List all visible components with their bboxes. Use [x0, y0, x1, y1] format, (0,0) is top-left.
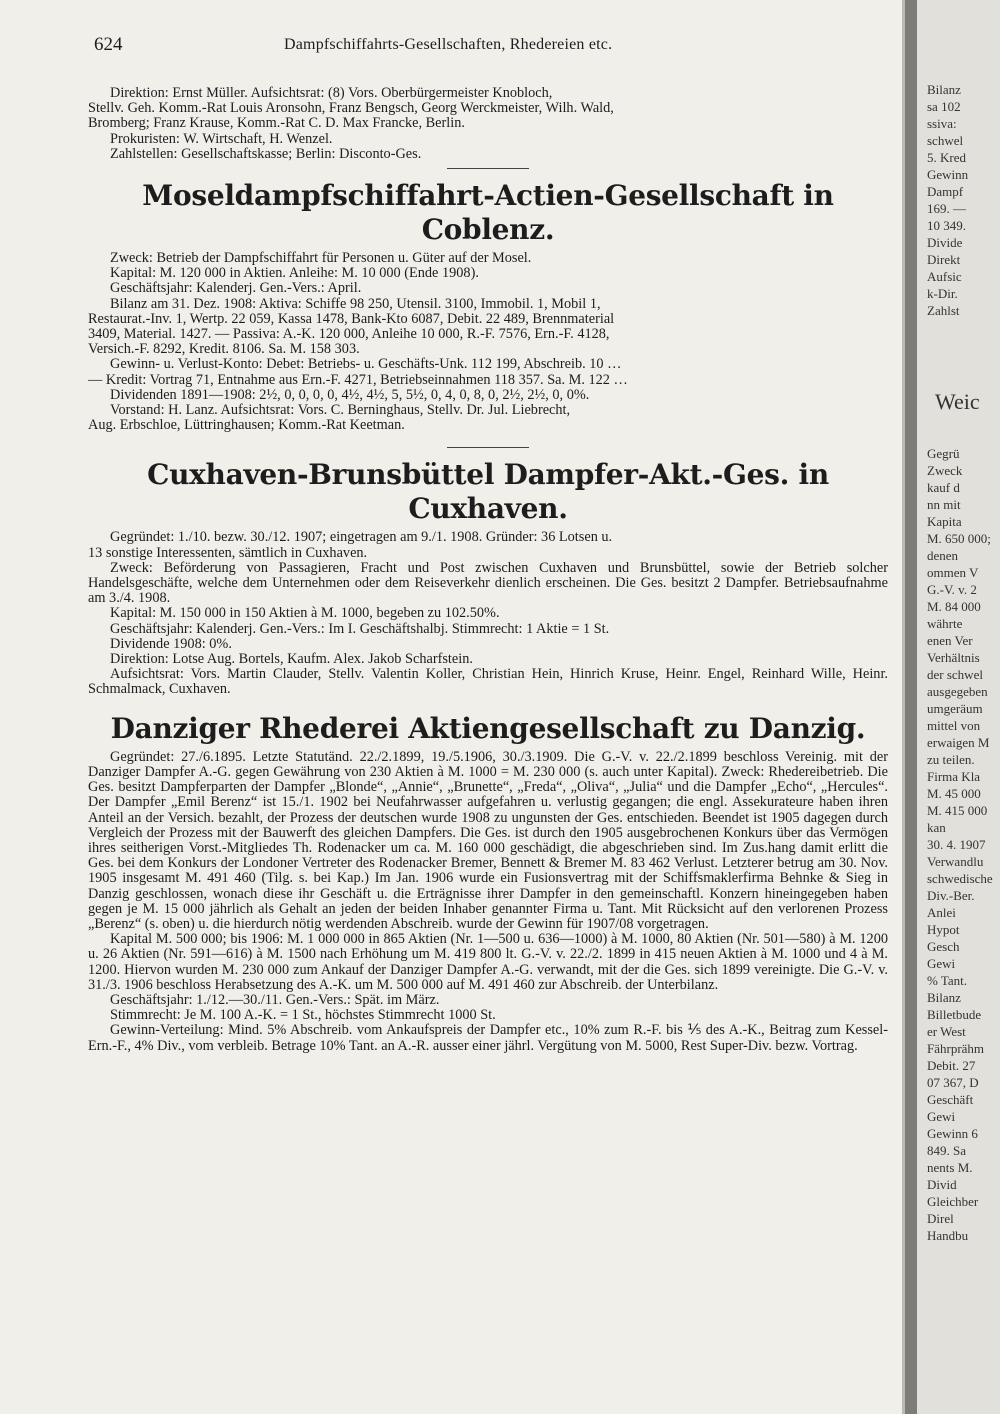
company-title: Moseldampfschiffahrt-Actien-Gesellschaft in Coblenz. [142, 179, 834, 247]
fragment: Verwandlu [927, 854, 984, 869]
fragment: ausgegeben [927, 684, 988, 699]
text-paragraph: Kapital M. 500 000; bis 1906: M. 1 000 000 in 865 Aktien (Nr. 1—500 u. 636—1000) à M. 1000, 80 Aktien (Nr. 501—580) à M. 1200 u. 26 Aktien (Nr. 591—616) à M. 1500 nach Erhöhung um M. 419 800 lt. G.-V. v. 22./2. 1899 in 415 neuen Aktien à M. 1000 und 4 à M. 1200. Hiervon wurden M. 230 000 zum Ankauf der Danziger Dampfer A.-G. verwandt, mit der die Ges. sich 1899 vereinigte. Die G.-V. v. 31./3. 1906 beschloss Herabsetzung des A.-K. um M. 500 000 auf M. 491 460 zur Abschreib. der Unterbilanz. [88, 931, 888, 993]
fragment: k-Dir. [927, 286, 958, 301]
entry-cuxhaven [88, 458, 888, 697]
page-number: 624 [94, 34, 123, 55]
text-line: Aug. Erbschloe, Lüttringhausen; Komm.-Rat Keetman. [88, 417, 405, 434]
fragment: Gewi [927, 956, 956, 971]
fragment: nn mit [927, 497, 961, 512]
fragment: G.-V. v. 2 [927, 582, 977, 597]
fragment: Anlei [927, 905, 956, 920]
fragment: kan [927, 820, 946, 835]
text-line: Versich.-F. 8292, Kredit. 8106. Sa. M. 158 303. [88, 341, 360, 358]
fragment: Gewinn 6 [927, 1126, 978, 1141]
fragment: erwaigen M [927, 735, 990, 750]
fragment: ssiva: [927, 116, 957, 131]
fragment: 5. Kred [927, 150, 966, 165]
fragment: 30. 4. 1907 [927, 837, 986, 852]
fragment: Dampf [927, 184, 964, 199]
text-line: Vorstand: H. Lanz. Aufsichtsrat: Vors. C. Berninghaus, Stellv. Dr. Jul. Liebrecht, [110, 402, 571, 419]
fragment: währte [927, 616, 963, 631]
entry-danzig [88, 712, 888, 1054]
fragment: Gewinn [927, 167, 969, 182]
fragment: Verhältnis [927, 650, 980, 665]
fragment: Kapita [927, 514, 962, 529]
running-header [88, 34, 918, 60]
binding-shadow [905, 0, 917, 1414]
fragment: 849. Sa [927, 1143, 966, 1158]
fragment: Weic [935, 389, 980, 414]
text-line: Kapital: M. 120 000 in Aktien. Anleihe: M. 10 000 (Ende 1908). [110, 265, 479, 282]
fragment: Direkt [927, 252, 961, 267]
text-line: Zweck: Betrieb der Dampfschiffahrt für Personen u. Güter auf der Mosel. [110, 250, 532, 267]
fragment: schwedische [927, 871, 993, 886]
text-line: Zahlstellen: Gesellschaftskasse; Berlin: Disconto-Ges. [110, 145, 422, 162]
fragment: Divide [927, 235, 963, 250]
fragment: 10 349. [927, 218, 966, 233]
previous-entry-tail [88, 86, 888, 162]
text-paragraph: Gewinn-Verteilung: Mind. 5% Abschreib. vom Ankaufspreis der Dampfer etc., 10% zum R.-F. bis ⅕ des A.-K., Beitrag zum Kessel-Ern.-F., 4% Div., vom verbleib. Betrage 10% Tant. an A.-R. ausser einer jährl. Vergütung von M. 5000, Rest Super-Div. bezw. Vortrag. [88, 1022, 888, 1054]
company-title: Cuxhaven-Brunsbüttel Dampfer-Akt.-Ges. in Cuxhaven. [147, 458, 829, 526]
separator-rule [447, 168, 529, 169]
fragment: ommen V [927, 565, 979, 580]
fragment: sa 102 [927, 99, 961, 114]
fragment: enen Ver [927, 633, 973, 648]
fragment: Direl [927, 1211, 954, 1226]
fragment: Bilanz [927, 990, 961, 1005]
text-line: Prokuristen: W. Wirtschaft, H. Wenzel. [110, 130, 333, 147]
text-line: Bilanz am 31. Dez. 1908: Aktiva: Schiffe 98 250, Utensil. 3100, Immobil. 1, Mobil 1, [110, 295, 601, 312]
text-line: Gewinn- u. Verlust-Konto: Debet: Betriebs- u. Geschäfts-Unk. 112 199, Abschreib. 10 … [110, 356, 622, 373]
fragment: Geschäft [927, 1092, 974, 1107]
company-title: Danziger Rhederei Aktiengesellschaft zu Danzig. [110, 711, 866, 745]
text-paragraph: Aufsichtsrat: Vors. Martin Clauder, Stellv. Valentin Koller, Christian Hein, Hinrich Kruse, Heinr. Engel, Reinhard Wille, Heinr. Schmalmack, Cuxhaven. [88, 666, 888, 698]
fragment: Gegrü [927, 446, 960, 461]
page-body [88, 86, 888, 1054]
text-line: Stellv. Geh. Komm.-Rat Louis Aronsohn, Franz Bengsch, Georg Werckmeister, Wilh. Wald, [88, 100, 614, 117]
text-line: Direktion: Lotse Aug. Bortels, Kaufm. Alex. Jakob Scharfstein. [110, 651, 473, 668]
fragment: Bilanz [927, 82, 961, 97]
fragment: er West [927, 1024, 966, 1039]
text-paragraph: Zweck: Beförderung von Passagieren, Fracht und Post zwischen Cuxhaven und Brunsbüttel, sowie der Betrieb solcher Handelsgeschäfte, welche dem Unternehmen oder dem Reiseverkehr dienlich erscheinen. Die Ges. besitzt 2 Dampfer. Betriebsaufnahme am 3./4. 1908. [88, 559, 888, 607]
fragment: 07 367, D [927, 1075, 979, 1090]
fragment: M. 415 000 [927, 803, 988, 818]
fragment: Fährprähm [927, 1041, 985, 1056]
fragment: zu teilen. [927, 752, 975, 767]
fragment: mittel von [927, 718, 981, 733]
fragment: nents M. [927, 1160, 973, 1175]
fragment: Handbu [927, 1228, 969, 1243]
fragment: Gleichber [927, 1194, 979, 1209]
text-line: Geschäftsjahr: Kalenderj. Gen.-Vers.: April. [110, 280, 362, 297]
fragment: schwel [927, 133, 964, 148]
fragment: 169. — [927, 201, 966, 216]
text-line: 3409, Material. 1427. — Passiva: A.-K. 120 000, Anleihe 10 000, R.-F. 7576, Ern.-F. 4128, [88, 326, 610, 343]
fragment: denen [927, 548, 959, 563]
fragment: % Tant. [927, 973, 968, 988]
text-line: Dividenden 1891—1908: 2½, 0, 0, 0, 0, 4½, 4½, 5, 5½, 0, 4, 0, 8, 0, 2½, 2½, 0, 0%. [110, 386, 590, 403]
fragment: Gewi [927, 1109, 956, 1124]
fragment: M. 84 000 [927, 599, 981, 614]
fragment: Divid [927, 1177, 957, 1192]
fragment: der schwel [927, 667, 983, 682]
fragment: Firma Kla [927, 769, 981, 784]
fragment: kauf d [927, 480, 960, 495]
text-line: Direktion: Ernst Müller. Aufsichtsrat: (8) Vors. Oberbürgermeister Knobloch, [110, 85, 553, 101]
fragment: M. 45 000 [927, 786, 981, 801]
fragment: Zweck [927, 463, 963, 478]
fragment: Billetbude [927, 1007, 982, 1022]
text-line: 13 sonstige Interessenten, sämtlich in Cuxhaven. [88, 544, 368, 561]
text-line: Bromberg; Franz Krause, Komm.-Rat C. D. Max Francke, Berlin. [88, 115, 465, 132]
running-title: Dampfschiffahrts-Gesellschaften, Rhedereien etc. [284, 36, 613, 53]
text-line: Geschäftsjahr: Kalenderj. Gen.-Vers.: Im I. Geschäftshalbj. Stimmrecht: 1 Aktie = 1 St. [110, 620, 610, 637]
fragment: Aufsic [927, 269, 962, 284]
text-line: — Kredit: Vortrag 71, Entnahme aus Ern.-F. 4271, Betriebseinnahmen 118 357. Sa. M. 122 … [88, 371, 628, 388]
fragment: Zahlst [927, 303, 960, 318]
fragment: umgeräum [927, 701, 983, 716]
fragment: Hypot [927, 922, 960, 937]
text-line: Dividende 1908: 0%. [110, 635, 232, 652]
text-paragraph: Gegründet: 27./6.1895. Letzte Statutänd. 22./2.1899, 19./5.1906, 30./3.1909. Die G.-V. v. 22./2.1899 beschloss Vereinig. mit der Danziger Dampfer A.-G. gegen Gewährung von 230 Aktien à M. 1000 = M. 230 000 (s. auch unter Kapital). Zweck: Rhedereibetrieb. Die Ges. besitzt Dampferparten der Dampfer „Blonde“, „Annie“, „Brunette“, „Freda“, „Oliva“, „Julia“ und die Dampfer „Echo“, „Hercules“. Der Dampfer „Emil Berenz“ ist 15./1. 1902 bei Neufahrwasser aufgefahren u. verlustig gegangen; die engl. Assekurateure haben ihren Anteil an der Versich. bezahlt, der Prozess der deutschen wurde 1908 zu ungunsten der Ges. entschieden. Beendet ist 1905 dagegen durch Vergleich der Prozess mit der Bauwerft des gleichen Dampfers. Die Ges. ist durch den 1905 ausgebrochenen Konkurs über das Vermögen ihres seitherigen Vorst.-Mitgliedes Th. Rodenacker um ca. M. 160 000 geschädigt, die abgeschrieben sind. Im Zus.hang damit erlitt die Ges. bei dem Konkurs der Londoner Vertreter des Rodenacker Bremer, Bennett & Bremer M. 83 462 Verlust. Letzterer betrug am 30. Nov. 1905 insgesamt M. 491 460 (Tilg. s. bei Kap.) Im Jan. 1906 wurde ein Fusionsvertrag mit der Schiffsmaklerfirma Behnke & Sieg in Danzig geschlossen, wonach diese ihr Geschäft u. die Erträgnisse ihrer Dampfer in den gemeinschaftl. Konzern hineingegeben haben gegen je M. 15 000 jährlich als Gehalt an jeden der beiden Inhaber genannter Firma u. Tant. Mit Rücksicht auf den verlorenen Prozess „Berenz“ (s. oben) u. die hierdurch nötig werdenden Abschreib. wurde der Gewinn für 1907/08 vorgetragen. [88, 748, 888, 932]
entry-mosel [88, 179, 888, 433]
text-line: Geschäftsjahr: 1./12.—30./11. Gen.-Vers.: Spät. im März. [110, 991, 440, 1008]
fragment: Debit. 27 [927, 1058, 976, 1073]
fragment: Gesch [927, 939, 960, 954]
adjacent-page-edge [902, 0, 1000, 1414]
separator-rule [447, 447, 529, 448]
fragment: Div.-Ber. [927, 888, 975, 903]
text-line: Restaurat.-Inv. 1, Wertp. 22 059, Kassa 1478, Bank-Kto 6087, Debit. 22 489, Brennmaterial [88, 310, 615, 327]
text-line: Gegründet: 1./10. bezw. 30./12. 1907; eingetragen am 9./1. 1908. Gründer: 36 Lotsen u. [110, 529, 613, 546]
fragment: M. 650 000; [927, 531, 991, 546]
text-line: Kapital: M. 150 000 in 150 Aktien à M. 1000, begeben zu 102.50%. [110, 605, 500, 622]
text-line: Stimmrecht: Je M. 100 A.-K. = 1 St., höchstes Stimmrecht 1000 St. [110, 1007, 496, 1024]
